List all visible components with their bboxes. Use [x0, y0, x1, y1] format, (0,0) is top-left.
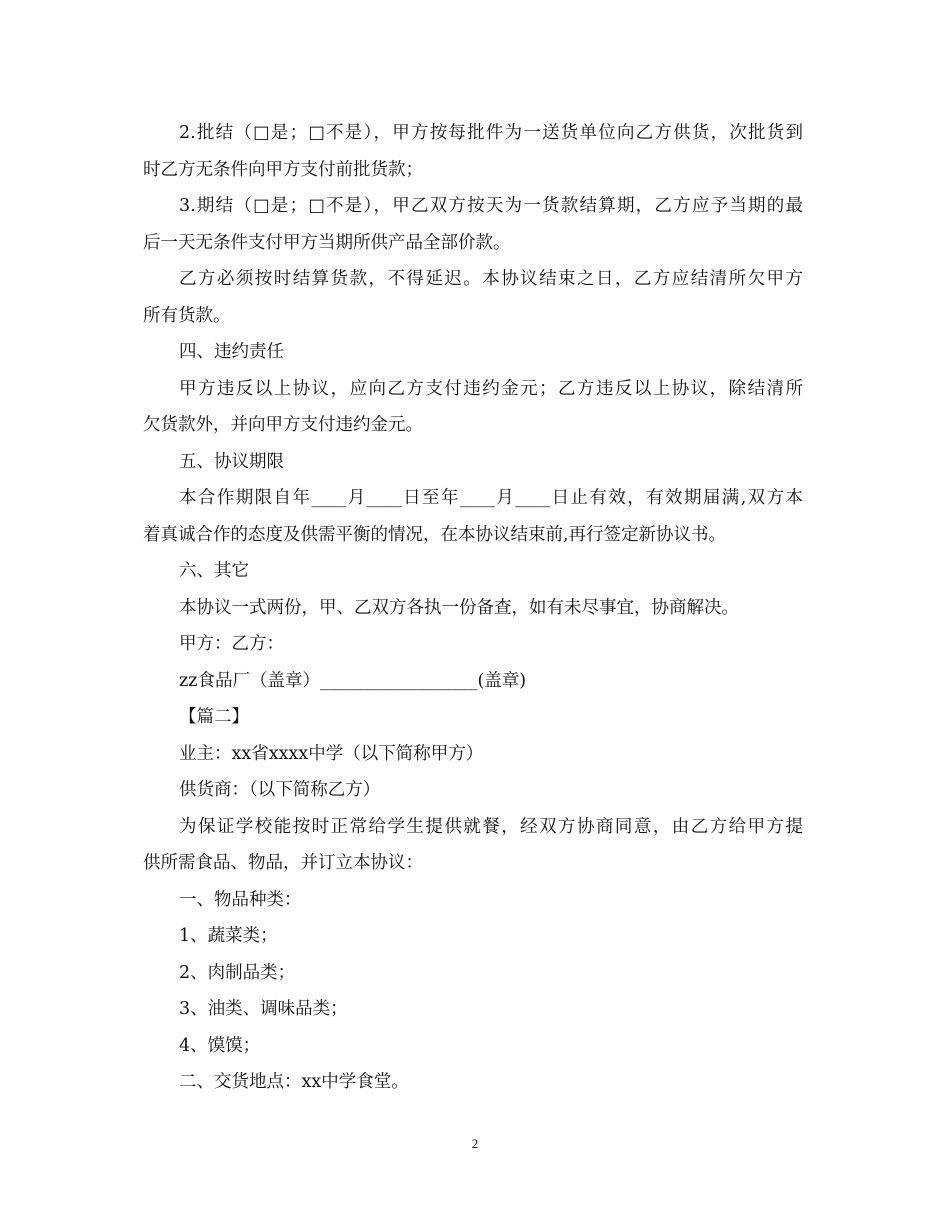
text-line: 本协议一式两份，甲、乙双方各执一份备查，如有未尽事宜，协商解决。	[179, 597, 739, 618]
section-heading: 六、其它	[179, 561, 249, 581]
list-item: 3、油类、调味品类；	[179, 999, 348, 1019]
text-line: 所有货款。	[143, 305, 231, 326]
text-line: 业主：xx省xxxx中学（以下简称甲方）	[179, 743, 484, 764]
text-line: 供所需食品、物品，并订立本协议：	[143, 853, 423, 873]
text-line: 欠货款外，并向甲方支付违约金元。	[143, 415, 423, 435]
text-line: 为保证学校能按时正常给学生提供就餐，经双方协商同意，由乙方给甲方提	[179, 816, 803, 837]
text-line: 2.批结（□是；□不是），甲方按每批件为一送货单位向乙方供货，次批货到	[179, 123, 803, 143]
text-line: 乙方必须按时结算货款，不得延迟。本协议结束之日，乙方应结清所欠甲方	[179, 269, 803, 289]
list-item: 1、蔬菜类；	[179, 926, 278, 946]
page-number: 2	[471, 1136, 479, 1151]
text-line: 后一天无条件支付甲方当期所供产品全部价款。	[143, 232, 511, 253]
signature-line: zz食品厂（盖章）__________________(盖章)	[179, 670, 527, 691]
signature-line: 甲方：乙方：	[179, 634, 284, 654]
text-line: 供货商：（以下简称乙方）	[179, 780, 381, 800]
section-heading: 五、协议期限	[179, 451, 284, 472]
document-body	[143, 115, 803, 1101]
text-line: 时乙方无条件向甲方支付前批货款；	[143, 159, 423, 180]
text-line: 本合作期限自年____月____日至年____月____日止有效，有效期届满,双方本	[179, 488, 803, 508]
text-line: 3.期结（□是；□不是），甲乙双方按天为一货款结算期，乙方应予当期的最	[179, 196, 803, 216]
list-item: 4、馍馍；	[179, 1035, 261, 1056]
text-line: 着真诚合作的态度及供需平衡的情况，在本协议结束前,再行签定新协议书。	[143, 524, 727, 545]
text-line: 甲方违反以上协议，应向乙方支付违约金元；乙方违反以上协议，除结清所	[179, 378, 803, 399]
part-heading: 【篇二】	[179, 707, 249, 727]
section-heading: 四、违约责任	[179, 342, 284, 362]
section-heading: 二、交货地点：xx中学食堂。	[179, 1072, 409, 1092]
list-item: 2、肉制品类；	[179, 962, 296, 983]
section-heading: 一、物品种类：	[179, 889, 302, 910]
